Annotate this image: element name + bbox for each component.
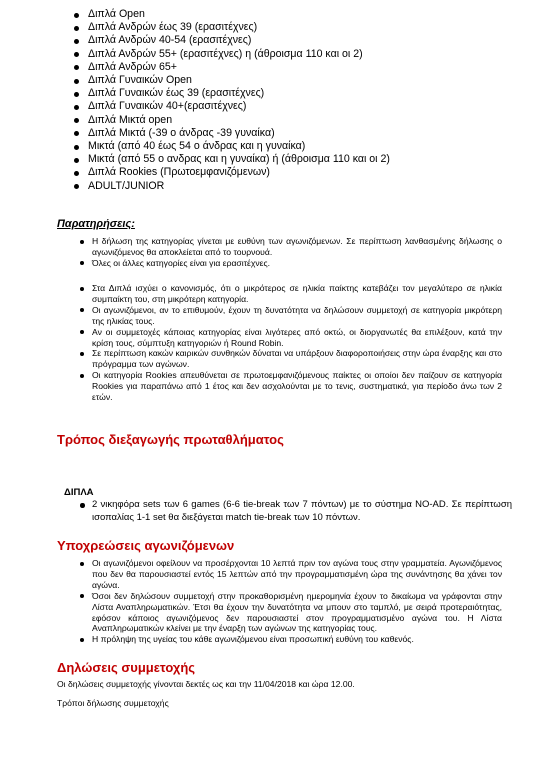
list-item: Διπλά Ανδρών 55+ (ερασιτέχνες) η (άθροισμα 110 και οι 2): [74, 48, 514, 61]
list-item: 2 νικηφόρα sets των 6 games (6-6 tie-break των 7 πόντων) με το σύστημα NO-AD. Σε περίπτωση ισοπαλίας 1-1 set θα διεξάγεται match tie-break των 10 πόντων.: [80, 499, 512, 524]
doubles-heading: ΔΙΠΛΑ: [64, 487, 94, 498]
list-item: Αν οι συμμετοχές κάποιας κατηγορίας είναι λιγότερες από οκτώ, οι διοργανωτές θα επιλέξουν, κατά την κρίση τους, σύμπτυξη κατηγοριών ή Round Robin.: [80, 327, 502, 349]
list-item: Διπλά Μικτά (-39 ο άνδρας -39 γυναίκα): [74, 127, 514, 140]
list-item: Μικτά (από 55 ο ανδρας και η γυναίκα) ή (άθροισμα 110 και οι 2): [74, 153, 514, 166]
list-item: Σε περίπτωση κακών καιρικών συνθηκών δύναται να υπάρξουν διαφοροποιήσεις στην ώρα έναρξης και στο πρόγραμμα των αγώνων.: [80, 348, 502, 370]
list-item: Διπλά Ανδρών 40-54 (ερασιτέχνες): [74, 34, 514, 47]
list-item: Η πρόληψη της υγείας του κάθε αγωνιζόμενου είναι προσωπική ευθύνη του καθενός.: [80, 634, 502, 645]
notes-heading: Παρατηρήσεις:: [57, 218, 135, 230]
list-item: Οι αγωνιζόμενοι, αν το επιθυμούν, έχουν τη δυνατότητα να δηλώσουν συμμετοχή σε κατηγορία μικρότερη της ηλικίας τους.: [80, 305, 502, 327]
notes-list-1: [80, 236, 502, 269]
list-item: Διπλά Ανδρών έως 39 (ερασιτέχνες): [74, 21, 514, 34]
category-list: [74, 8, 514, 193]
obligations-heading: Υποχρεώσεις αγωνιζόμενων: [57, 538, 235, 553]
list-item: Διπλά Open: [74, 8, 514, 21]
list-item: Διπλά Γυναικών Open: [74, 74, 514, 87]
list-item: Όσοι δεν δηλώσουν συμμετοχή στην προκαθορισμένη ημερομηνία έχουν το δικαίωμα να γράφονται στην Λίστα Αναπληρωματικών. Έτσι θα έχουν την δυνατότητα να μπουν στο ταμπλό, με σειρά προτεραιότητας, εφόσον κάποιος αγωνιζόμενος δεν παρουσιαστεί στον προγραμματισμένο αγώνα του. Η Λίστα Αναπληρωματικών κλείνει με την έναρξη των αγώνων της κατηγορίας τους.: [80, 591, 502, 635]
tournament-format-heading: Τρόπος διεξαγωγής πρωταθλήματος: [57, 432, 284, 447]
list-item: Η δήλωση της κατηγορίας γίνεται με ευθύνη των αγωνιζόμενων. Σε περίπτωση λανθασμένης δήλωσης ο αγωνιζόμενος θα αποκλείεται από το τουρνουά.: [80, 236, 502, 258]
list-item: ADULT/JUNIOR: [74, 180, 514, 193]
list-item: Διπλά Rookies (Πρωτοεμφανιζόμενων): [74, 166, 514, 179]
notes-list-2: [80, 283, 502, 403]
declarations-heading: Δηλώσεις συμμετοχής: [57, 660, 196, 675]
list-item: Όλες οι άλλες κατηγορίες είναι για ερασιτέχνες.: [80, 258, 502, 269]
list-item: Μικτά (από 40 έως 54 ο άνδρας και η γυναίκα): [74, 140, 514, 153]
list-item: Οι αγωνιζόμενοι οφείλουν να προσέρχονται 10 λεπτά πριν τον αγώνα τους στην γραμματεία. Αγωνιζόμενος που δεν θα παρουσιαστεί εντός 15 λεπτών από την προγραμματισμένη ώρα της συνάντησης θα χάνει τον αγώνα.: [80, 558, 502, 591]
list-item: Οι κατηγορία Rookies απευθύνεται σε πρωτοεμφανιζόμενους παίκτες οι οποίοι δεν παίζουν σε κατηγορία Rookies για παραπάνω από 1 έτος και δεν ασχολούνται με το τενις, συστηματικά, για περίοδο άνω των 2 ετών.: [80, 370, 502, 403]
list-item: Διπλά Μικτά open: [74, 114, 514, 127]
declarations-methods: Τρόποι δήλωσης συμμετοχής: [57, 698, 169, 708]
list-item: Στα Διπλά ισχύει ο κανονισμός, ότι ο μικρότερος σε ηλικία παίκτης κατεβάζει τον μεγαλύτερο σε ηλικία συμπαίκτη του, στη μικρότερη κατηγορία.: [80, 283, 502, 305]
declarations-text: Οι δηλώσεις συμμετοχής γίνονται δεκτές ως και την 11/04/2018 και ώρα 12.00.: [57, 679, 355, 689]
list-item: Διπλά Γυναικών έως 39 (ερασιτέχνες): [74, 87, 514, 100]
list-item: Διπλά Γυναικών 40+(ερασιτέχνες): [74, 100, 514, 113]
list-item: Διπλά Ανδρών 65+: [74, 61, 514, 74]
obligations-list: [80, 558, 502, 645]
doubles-rules-list: [80, 499, 512, 524]
